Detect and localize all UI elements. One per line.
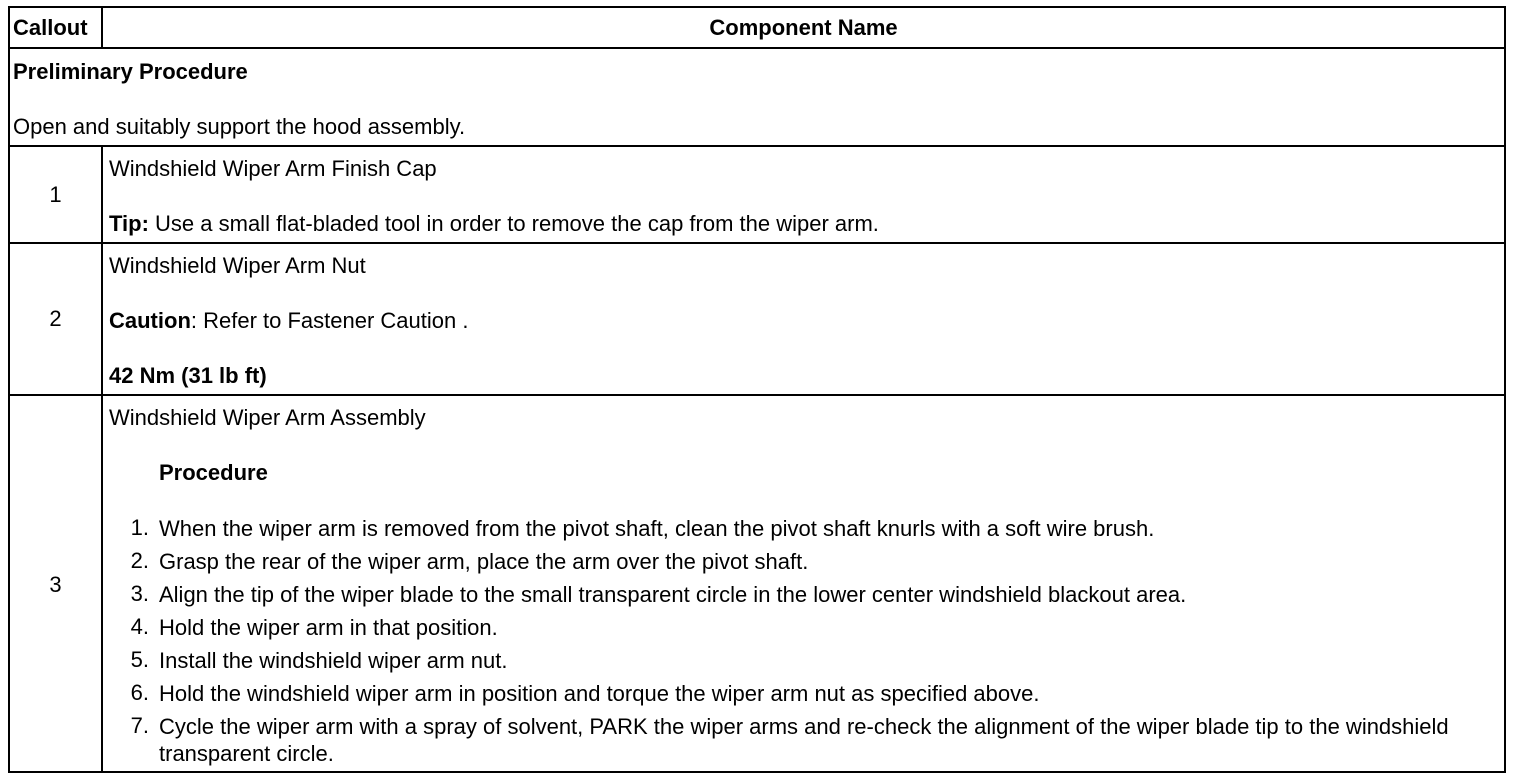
step-number: 6. (130, 680, 149, 705)
step-number: 7. (130, 713, 149, 738)
callout-column-header: Callout (10, 8, 103, 47)
step-text: Align the tip of the wiper blade to the small transparent circle in the lower center windshield blackout area. (159, 582, 1187, 607)
step-text: Install the windshield wiper arm nut. (159, 648, 508, 673)
torque-spec: 42 Nm (31 lb ft) (109, 363, 267, 388)
step-number: 1. (130, 515, 149, 540)
table-row (10, 244, 1504, 396)
table-header-row (10, 8, 1504, 49)
tip-note (109, 211, 879, 237)
component-name: Windshield Wiper Arm Finish Cap (109, 156, 437, 181)
tip-text: Use a small flat-bladed tool in order to remove the cap from the wiper arm. (148, 211, 879, 236)
step-text: Cycle the wiper arm with a spray of solvent, PARK the wiper arms and re-check the alignment of the wiper blade tip to the windshield transparent circle. (159, 714, 1449, 766)
table-row (10, 396, 1504, 773)
caution-note (109, 308, 468, 334)
preliminary-procedure-text: Open and suitably support the hood assembly. (13, 114, 466, 139)
component-name-column-header: Component Name (709, 14, 898, 40)
step-number: 5. (130, 647, 149, 672)
step-text: Hold the wiper arm in that position. (159, 615, 498, 640)
callout-number: 1 (10, 147, 103, 242)
component-cell (103, 244, 1504, 394)
step-text: Grasp the rear of the wiper arm, place the arm over the pivot shaft. (159, 549, 809, 574)
preliminary-procedure-row (10, 49, 1504, 147)
table-row (10, 147, 1504, 244)
procedure-heading: Procedure (159, 460, 268, 485)
component-name: Windshield Wiper Arm Assembly (109, 405, 426, 430)
step-number: 4. (130, 614, 149, 639)
tip-label: Tip: (109, 211, 149, 236)
component-name: Windshield Wiper Arm Nut (109, 253, 366, 278)
caution-label: Caution (109, 308, 191, 333)
callout-number: 3 (10, 396, 103, 773)
step-text: Hold the windshield wiper arm in position and torque the wiper arm nut as specified above. (159, 681, 1040, 706)
step-text: When the wiper arm is removed from the pivot shaft, clean the pivot shaft knurls with a soft wire brush. (159, 516, 1155, 541)
component-cell (103, 396, 1504, 773)
callout-number: 2 (10, 244, 103, 394)
preliminary-procedure-heading: Preliminary Procedure (13, 59, 248, 84)
caution-text: : Refer to Fastener Caution . (190, 308, 469, 333)
component-cell (103, 147, 1504, 242)
step-number: 3. (130, 581, 149, 606)
component-table (8, 6, 1506, 773)
step-number: 2. (130, 548, 149, 573)
